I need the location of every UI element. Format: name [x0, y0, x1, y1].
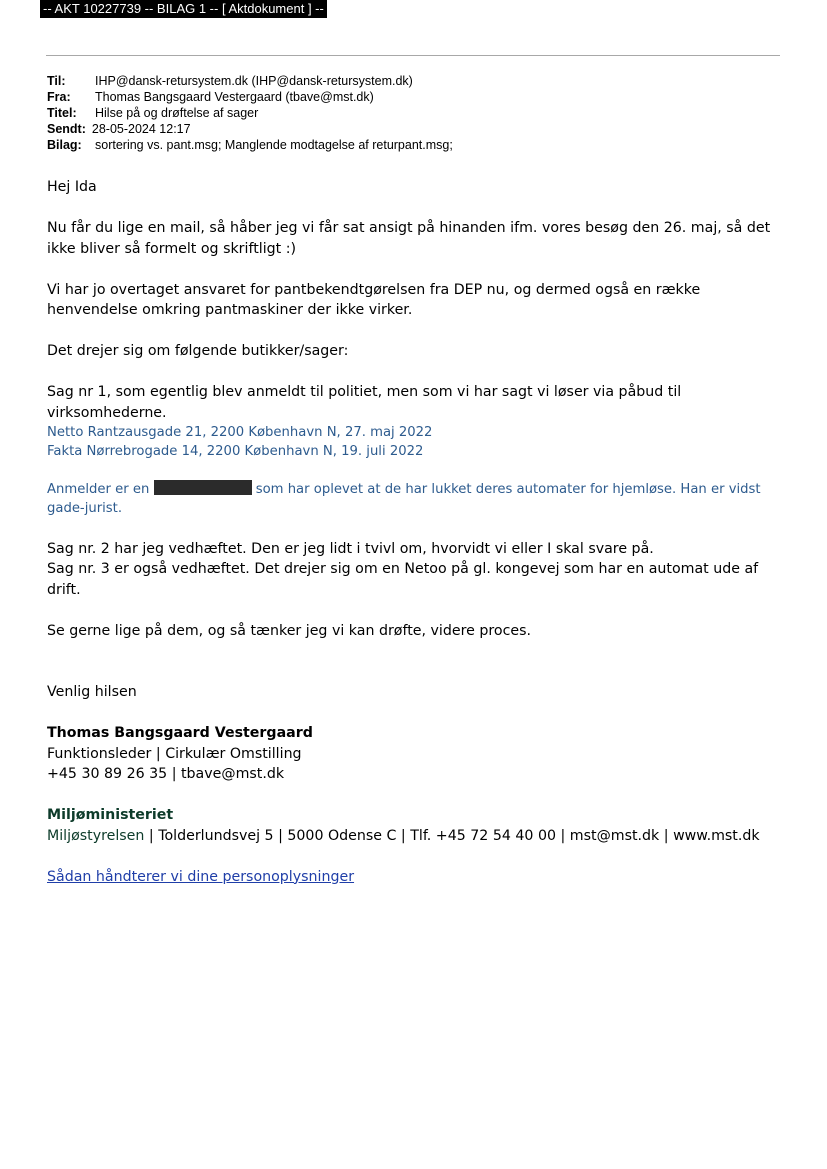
subject-value: Hilse på og drøftelse af sager [95, 106, 259, 120]
quote-reporter [47, 480, 787, 518]
sent-label: Sendt: [47, 122, 86, 136]
to-label: Til: [47, 74, 66, 88]
from-label: Fra: [47, 90, 71, 104]
sent-value: 28-05-2024 12:17 [91, 122, 191, 136]
to-row [47, 73, 453, 89]
from-value: Thomas Bangsgaard Vestergaard (tbave@mst.dk) [95, 90, 374, 104]
redaction-block [154, 480, 252, 495]
header-divider [46, 55, 780, 56]
signature-title: Funktionsleder | Cirkulær Omstilling [47, 745, 302, 762]
greeting: Hej Ida [47, 179, 97, 195]
reporter-pre: Anmelder er en [47, 482, 150, 497]
signature-contact: +45 30 89 26 35 | tbave@mst.dk [47, 766, 285, 782]
case-1: Sag nr 1, som egentlig blev anmeldt til politiet, men som vi har sagt vi løser via påbud til virksomhederne. [47, 384, 682, 421]
address-details: | Tolderlundsvej 5 | 5000 Odense C | Tlf. +45 72 54 40 00 | mst@mst.dk | www.mst.dk [144, 827, 760, 844]
case-1-quote [47, 423, 787, 518]
subject-row [47, 105, 453, 121]
organization-name: Miljøministeriet [47, 807, 174, 823]
email-body [47, 177, 787, 887]
case-3: Sag nr. 3 er også vedhæftet. Det drejer sig om en Netoo på gl. kongevej som har en automat ude af drift. [47, 561, 759, 598]
document-stamp: -- AKT 10227739 -- BILAG 1 -- [ Aktdokument ] -- [40, 0, 327, 18]
from-row [47, 89, 453, 105]
reporter-post: som har oplevet at de har lukket deres automater for hjemløse. Han er vidst gade-jurist. [47, 482, 761, 516]
organization-address [47, 826, 787, 847]
intro-paragraph: Nu får du lige en mail, så håber jeg vi får sat ansigt på hinanden ifm. vores besøg den 26. maj, så det ikke bliver så formelt og skriftligt :) [47, 220, 771, 257]
email-metadata [47, 73, 453, 153]
subject-label: Titel: [47, 106, 77, 120]
signature-name: Thomas Bangsgaard Vestergaard [47, 725, 313, 741]
quote-store-fakta: Fakta Nørrebrogade 14, 2200 København N, 19. juli 2022 [47, 444, 424, 459]
attachments-row [47, 137, 453, 153]
agency-name: Miljøstyrelsen [47, 827, 145, 844]
privacy-link[interactable]: Sådan håndterer vi dine personoplysninger [47, 868, 355, 885]
quote-store-netto: Netto Rantzausgade 21, 2200 København N, 27. maj 2022 [47, 425, 433, 440]
case-2: Sag nr. 2 har jeg vedhæftet. Den er jeg lidt i tvivl om, hvorvidt vi eller I skal svare på. [47, 540, 654, 557]
to-value: IHP@dansk-retursystem.dk (IHP@dansk-retursystem.dk) [95, 74, 413, 88]
regards: Venlig hilsen [47, 684, 137, 700]
sent-row [47, 121, 453, 137]
attachments-label: Bilag: [47, 138, 82, 152]
cases-intro: Det drejer sig om følgende butikker/sager: [47, 343, 349, 359]
responsibility-paragraph: Vi har jo overtaget ansvaret for pantbekendtgørelsen fra DEP nu, og dermed også en række henvendelse omkring pantmaskiner der ikke virker. [47, 281, 701, 318]
attachments-value: sortering vs. pant.msg; Manglende modtagelse af returpant.msg; [95, 138, 453, 152]
closing-paragraph: Se gerne lige på dem, og så tænker jeg vi kan drøfte, videre proces. [47, 622, 532, 639]
